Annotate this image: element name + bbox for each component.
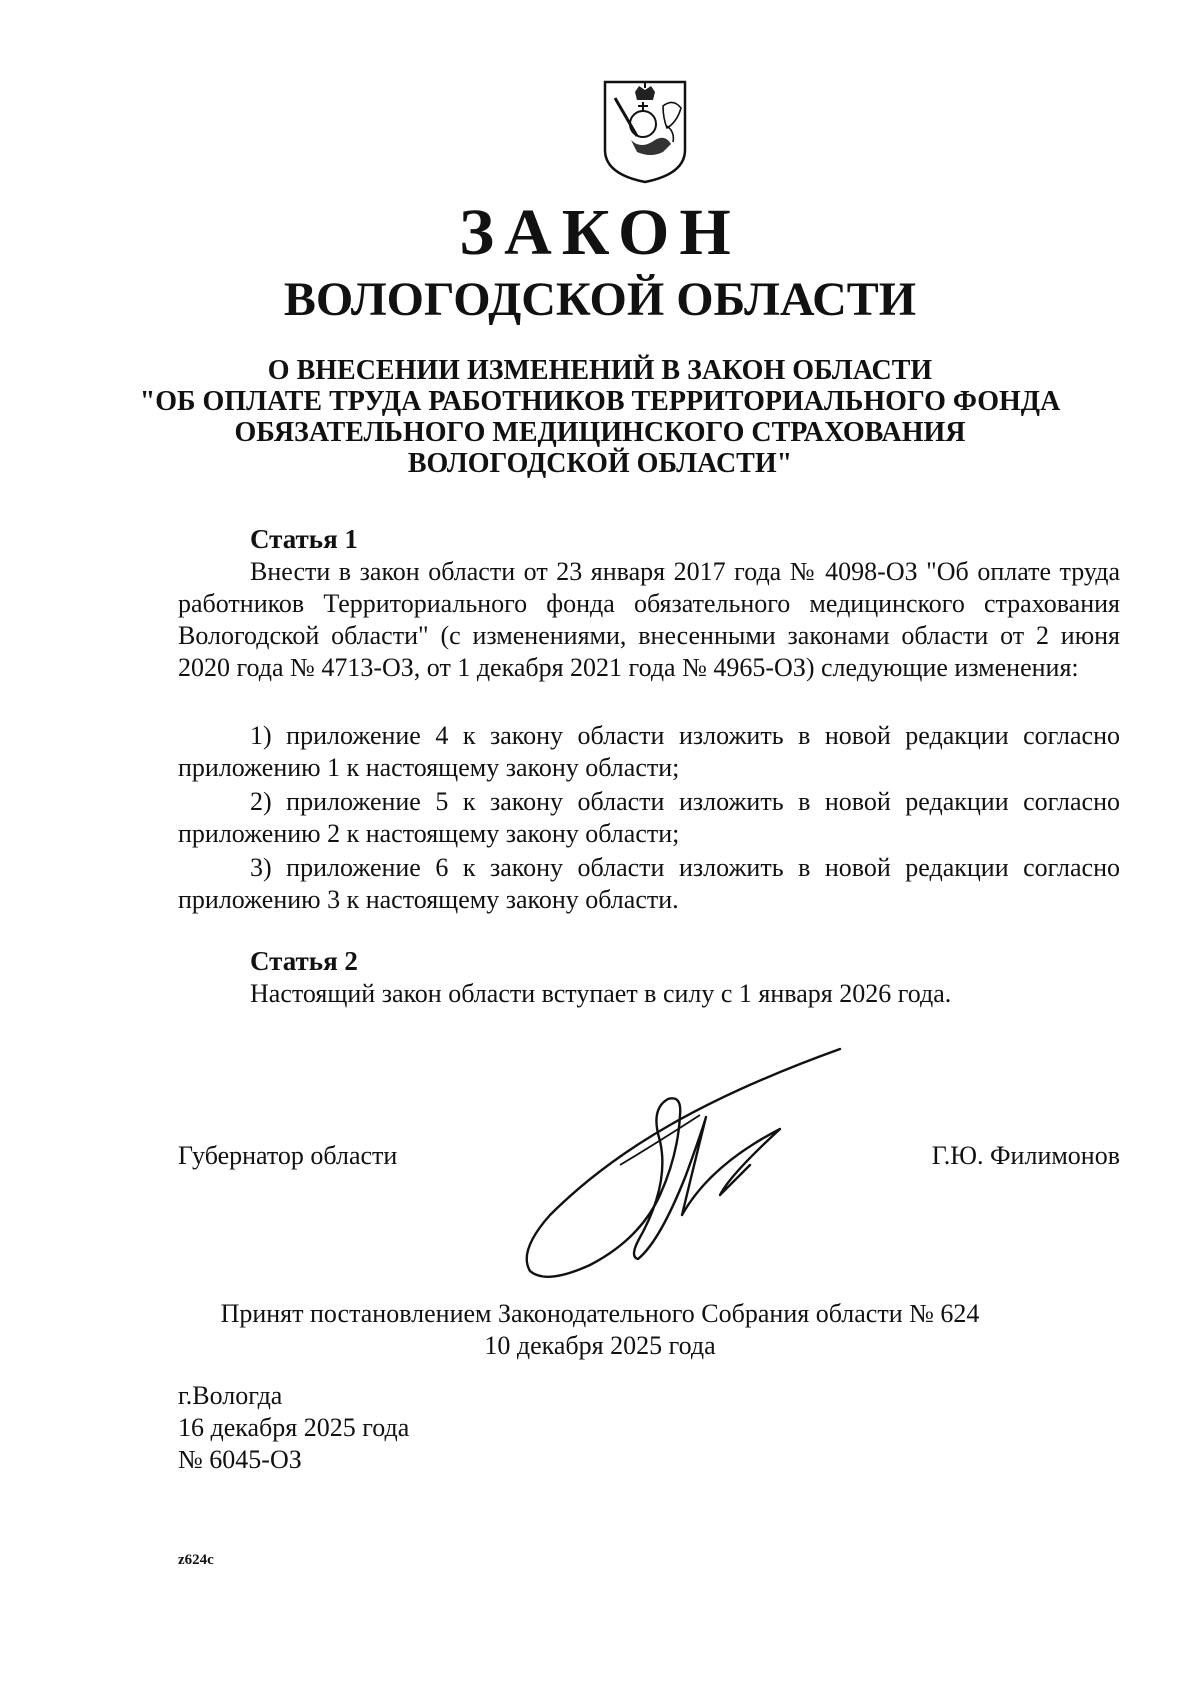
handwritten-signature-icon [510,1045,850,1285]
subject-line: О ВНЕСЕНИИ ИЗМЕНЕНИЙ В ЗАКОН ОБЛАСТИ [267,355,933,386]
subject-line: ОБЯЗАТЕЛЬНОГО МЕДИЦИНСКОГО СТРАХОВАНИЯ [234,417,966,448]
subject-line: ВОЛОГОДСКОЙ ОБЛАСТИ" [407,448,793,479]
signatory-position: Губернатор области [178,1141,398,1170]
document-code: z624c [178,1552,214,1568]
signing-date: 16 декабря 2025 года [178,1413,410,1442]
law-number: № 6045-ОЗ [178,1445,302,1474]
law-subject [0,355,1200,479]
law-title: ЗАКОН [459,196,741,269]
article-1-item-3: 3) приложение 6 к закону области изложить в новой редакции согласно приложению 3 к настоящему закону области. [178,853,1120,914]
article-2-text: Настоящий закон области вступает в силу с 1 января 2026 года. [250,979,952,1008]
adoption-line-1: Принят постановлением Законодательного Собрания области № 624 [220,1299,980,1328]
place-of-signing: г.Вологда [178,1381,283,1410]
article-1-intro: Внести в закон области от 23 января 2017 года № 4098-ОЗ "Об оплате труда работников Территориального фонда обязательного медицинского страхования Вологодской области" (с изменениями, внесенными законами области от 2 июня 2020 года № 4713-ОЗ, от 1 декабря 2021 года № 4965-ОЗ) следующие изменения: [178,557,1120,682]
adoption-line-2: 10 декабря 2025 года [484,1331,716,1360]
article-1-item-1: 1) приложение 4 к закону области изложить в новой редакции согласно приложению 1 к настоящему закону области; [178,721,1120,782]
law-region: ВОЛОГОДСКОЙ ОБЛАСТИ [283,273,917,326]
coat-of-arms-icon [601,78,689,186]
subject-line: "ОБ ОПЛАТЕ ТРУДА РАБОТНИКОВ ТЕРРИТОРИАЛЬНОГО ФОНДА [139,386,1061,417]
article-1-heading: Статья 1 [250,524,358,554]
article-1-item-2: 2) приложение 5 к закону области изложить в новой редакции согласно приложению 2 к настоящему закону области; [178,787,1120,848]
signatory-name: Г.Ю. Филимонов [931,1141,1120,1170]
article-2-heading: Статья 2 [250,946,358,976]
